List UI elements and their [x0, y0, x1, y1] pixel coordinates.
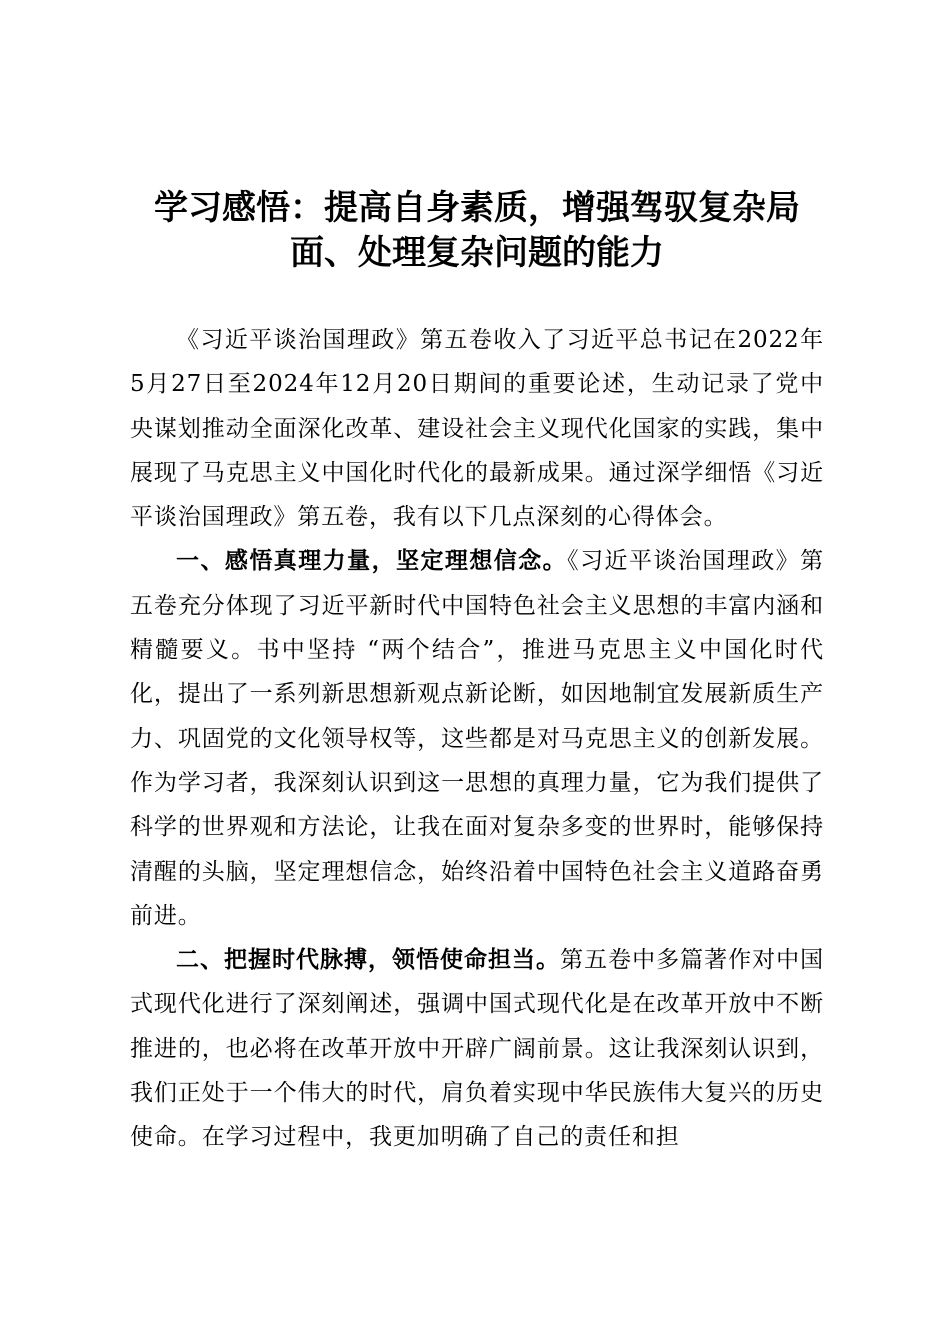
paragraph-text: 《习近平谈治国理政》第五卷收入了习近平总书记在2022年5月27日至2024年12月20日期间的重要论述，生动记录了党中央谋划推动全面深化改革、建设社会主义现代化国家的实践，集中展现了马克思主义中国化时代化的最新成果。通过深学细悟《习近平谈治国理政》第五卷，我有以下几点深刻的心得体会。: [130, 327, 824, 531]
document-title: 学习感悟：提高自身素质，增强驾驭复杂局面、处理复杂问题的能力: [154, 188, 800, 273]
paragraph-text: 第五卷中多篇著作对中国式现代化进行了深刻阐述，强调中国式现代化是在改革开放中不断推进的，也必将在改革开放中开辟广阔前景。这让我深刻认识到，我们正处于一个伟大的时代，肩负着实现中华民族伟大复兴的历史使命。在学习过程中，我更加明确了自己的责任和担: [130, 947, 824, 1151]
paragraph-intro: [130, 318, 824, 539]
paragraph-section-1: [130, 539, 824, 938]
section-heading-2: 二、把握时代脉搏，领悟使命担当。: [176, 946, 561, 974]
document-body: [130, 318, 824, 1160]
paragraph-text: 《习近平谈治国理政》第五卷充分体现了习近平新时代中国特色社会主义思想的丰富内涵和精髓要义。书中坚持 “两个结合”，推进马克思主义中国化时代化，提出了一系列新思想新观点新论断，如因地制宜发展新质生产力、巩固党的文化领导权等，这些都是对马克思主义的创新发展。作为学习者，我深刻认识到这一思想的真理力量，它为我们提供了科学的世界观和方法论，让我在面对复杂多变的世界时，能够保持清醒的头脑，坚定理想信念，始终沿着中国特色社会主义道路奋勇前进。: [130, 548, 824, 929]
section-heading-1: 一、感悟真理力量，坚定理想信念。: [176, 547, 568, 575]
paragraph-section-2: [130, 938, 824, 1159]
